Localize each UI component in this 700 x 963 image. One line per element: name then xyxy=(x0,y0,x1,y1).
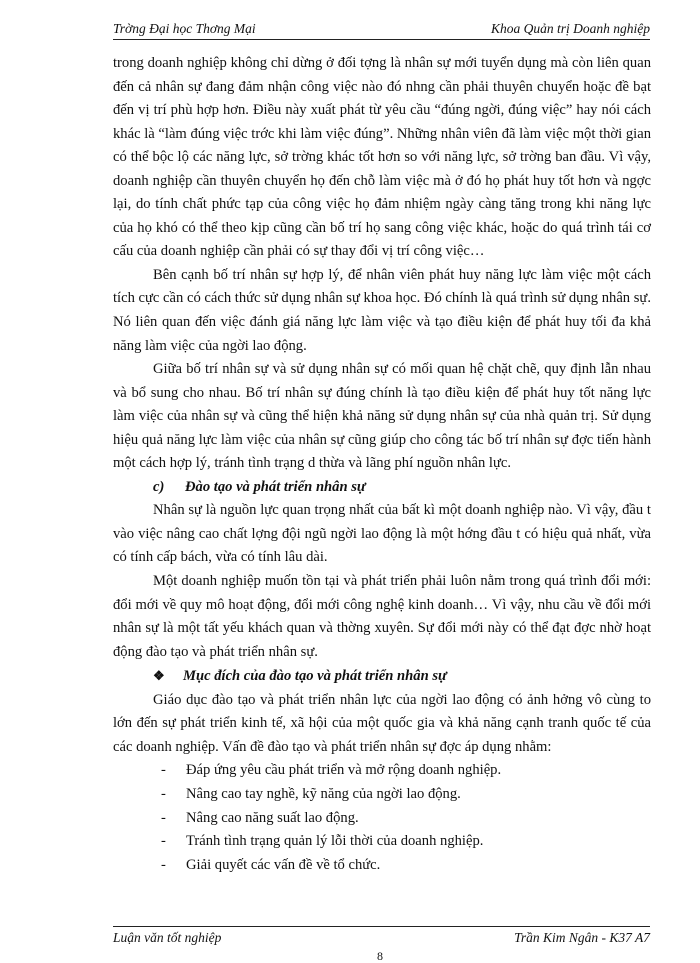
section-title: Đào tạo và phát triển nhân sự xyxy=(185,478,366,495)
objective-title: Mục đích của đào tạo và phát triển nhân sự xyxy=(183,668,447,685)
header-faculty: Khoa Quản trị Doanh nghiệp xyxy=(490,21,650,36)
dash-bullet: - xyxy=(161,833,166,850)
page-footer xyxy=(113,930,650,948)
header-university: Trờng Đại học Thơng Mại xyxy=(113,21,256,36)
list-item: - Tránh tình trạng quản lý lỗi thời của doanh nghiệp. xyxy=(113,830,651,854)
list-item: - Nâng cao năng suất lao động. xyxy=(113,807,651,831)
dash-bullet: - xyxy=(161,856,166,873)
dash-bullet: - xyxy=(161,809,166,826)
list-item: - Nâng cao tay nghề, kỹ năng của ngời lao động. xyxy=(113,783,651,807)
page-header xyxy=(113,21,650,40)
objective-list xyxy=(113,759,651,877)
list-item: - Đáp ứng yêu cầu phát triển và mở rộng doanh nghiệp. xyxy=(113,759,651,783)
paragraph-innovation: Một doanh nghiệp muốn tồn tại và phát triển phải luôn nằm trong quá trình đổi mới: đổi mới về quy mô hoạt động, đổi mới công nghệ kinh doanh… Vì vậy, nhu cầu về đổi mới nhân sự là một tất yếu khách quan và thờng xuyên. Sự đổi mới này có thể đạt đợc nhờ hoạt động đào tạo và phát triển nhân sự. xyxy=(113,573,651,660)
section-number: c) xyxy=(153,478,165,495)
paragraph-relationship: Giữa bố trí nhân sự và sử dụng nhân sự có mối quan hệ chặt chẽ, quy định lẫn nhau và bổ sung cho nhau. Bố trí nhân sự đúng chính là tạo điều kiện để phát huy tốt năng lực làm việc của nhân sự và cũng thể hiện khả năng sử dụng nhân sự của nhà quản trị. Sử dụng hiệu quả năng lực làm việc của nhân sự cũng giúp cho công tác bố trí nhân sự đợc tiến hành một cách hợp lý, tránh tình trạng d thừa và lãng phí nguồn nhân lực. xyxy=(113,361,651,472)
paragraph-human-resource: Nhân sự là nguồn lực quan trọng nhất của bất kì một doanh nghiệp nào. Vì vậy, đầu t vào việc nâng cao chất lợng đội ngũ ngời lao động là một hớng đầu t có hiệu quả nhất, vừa có tính cấp bách, vừa có tính lâu dài. xyxy=(113,502,651,566)
page-body xyxy=(113,52,651,877)
dash-bullet: - xyxy=(161,785,166,802)
objective-heading xyxy=(113,664,651,689)
dash-bullet: - xyxy=(161,762,166,779)
paragraph-continuation: trong doanh nghiệp không chỉ dừng ở đối tợng là nhân sự mới tuyển dụng mà còn liên quan đến cả nhân sự đang đảm nhận công việc nào đó nhng cần phải thuyên chuyển hoặc đề bạt đến vị trí phù hợp hơn. Điều này xuất phát từ yêu cầu “đúng ngời, đúng việc” hay nói cách khác là “làm đúng việc trớc khi làm việc đúng”. Những nhân viên đã làm việc một thời gian có thể bộc lộ các năng lực, sở trờng khác tốt hơn so với năng lực, sở trờng ban đầu. Vì vậy, doanh nghiệp cần thuyên chuyển họ đến chỗ làm việc mà ở đó họ phát huy tốt hơn và ngợc lại, do tính chất phức tạp của công việc họ đảm nhiệm ngày càng tăng trong khi năng lực của họ khó có thể theo kịp cũng cần bố trí họ sang công việc khác, hoặc do quá trình tái cơ cấu của doanh nghiệp cần phải có sự thay đổi vị trí công việc… xyxy=(113,55,651,260)
section-heading-c xyxy=(113,476,651,500)
footer-divider xyxy=(113,926,650,927)
footer-thesis-label: Luận văn tốt nghiệp xyxy=(113,930,222,945)
footer-author: Trần Kim Ngân - K37 A7 xyxy=(514,930,650,945)
page-number: 8 xyxy=(377,949,383,963)
paragraph-staff-usage: Bên cạnh bố trí nhân sự hợp lý, để nhân viên phát huy năng lực làm việc một cách tích cực cần có cách thức sử dụng nhân sự khoa học. Đó chính là quá trình sử dụng nhân sự. Nó liên quan đến việc đánh giá năng lực làm việc và tạo điều kiện để phát huy tối đa khả năng làm việc của ngời lao động. xyxy=(113,266,651,354)
diamond-bullet-icon: ❖ xyxy=(153,668,165,684)
list-item: - Giải quyết các vấn đề về tổ chức. xyxy=(113,854,651,878)
paragraph-education: Giáo dục đào tạo và phát triển nhân lực của ngời lao động có ảnh hởng vô cùng to lớn đến sự phát triển kinh tế, xã hội của một quốc gia và khả năng cạnh tranh quốc tế của các doanh nghiệp. Vấn đề đào tạo và phát triển nhân sự đợc áp dụng nhằm: xyxy=(113,691,651,755)
